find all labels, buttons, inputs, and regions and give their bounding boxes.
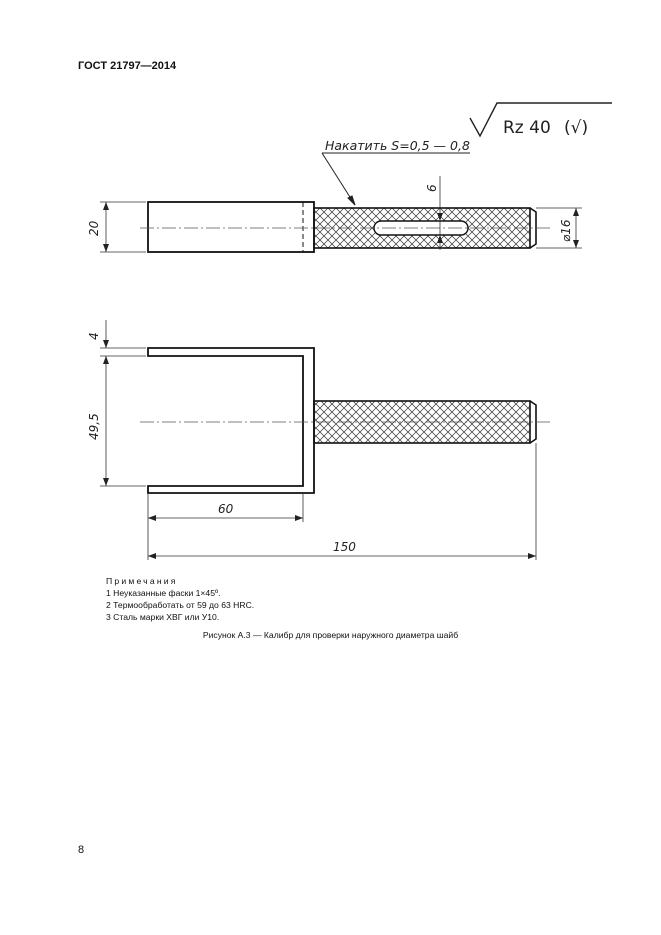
- page-number: 8: [78, 844, 85, 856]
- dim-49-5: 49,5: [87, 413, 101, 440]
- roughness-value: Rz 40: [503, 118, 551, 138]
- dim-6: 6: [425, 184, 439, 192]
- top-body: [148, 202, 314, 252]
- roughness-bracket-symbol: (√): [564, 118, 589, 138]
- dim-150: 150: [333, 540, 356, 554]
- note-item: 1 Неуказанные фаски 1×45º.: [106, 588, 221, 598]
- knurl-note: Накатить S=0,5 — 0,8: [325, 138, 470, 153]
- top-view: [100, 176, 582, 252]
- dim-20: 20: [87, 220, 101, 236]
- note-item: 3 Сталь марки ХВГ или У10.: [106, 612, 220, 622]
- note-item: 2 Термообработать от 59 до 63 HRC.: [106, 600, 255, 610]
- dim-diameter-16: ⌀16: [559, 219, 573, 242]
- figure-caption: Рисунок А.3 — Калибр для проверки наружного диаметра шайб: [202, 630, 459, 640]
- notes: [106, 575, 254, 623]
- document-header: ГОСТ 21797—2014: [78, 60, 177, 72]
- front-view: [100, 320, 550, 560]
- notes-title: Примечания: [106, 576, 178, 586]
- dim-60: 60: [218, 502, 234, 516]
- u-bracket: [148, 348, 314, 493]
- dim-4: 4: [87, 332, 101, 340]
- knurl-leader: [322, 153, 470, 205]
